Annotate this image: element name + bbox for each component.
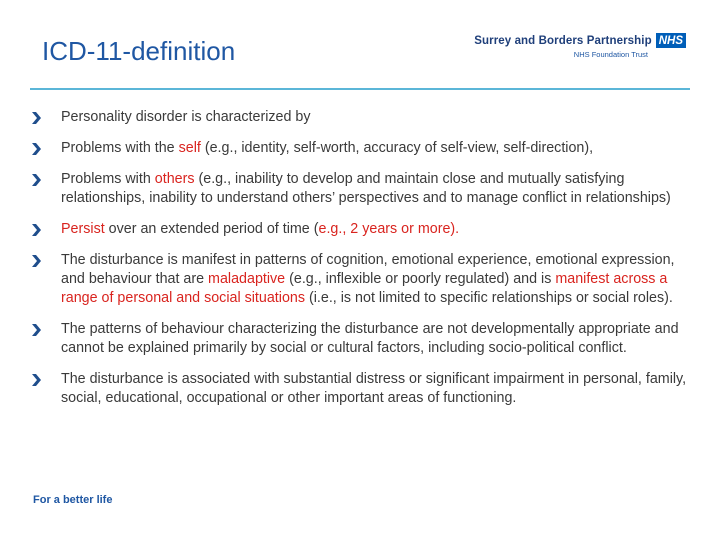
bullet-text: Problems with the	[61, 140, 179, 156]
highlighted-text: Persist	[61, 221, 105, 237]
chevron-right-icon	[32, 374, 41, 386]
chevron-right-icon	[32, 174, 41, 186]
chevron-right-icon	[32, 224, 41, 236]
nhs-trust-logo	[474, 33, 686, 59]
chevron-right-icon	[32, 143, 41, 155]
title-divider	[30, 88, 690, 90]
highlighted-text: maladaptive	[208, 271, 286, 287]
slide-title: ICD-11-definition	[42, 36, 236, 66]
bullet-text: The patterns of behaviour characterizing the disturbance are not developmentally appropriate and cannot be explained primarily by social or cultural factors, including socio-political conflict.	[61, 321, 679, 356]
bullet-list	[30, 108, 690, 420]
nhs-badge: NHS	[656, 33, 686, 48]
logo-org-name: Surrey and Borders Partnership	[474, 34, 652, 47]
bullet-item	[30, 251, 690, 308]
bullet-item	[30, 139, 690, 158]
logo-subtitle: NHS Foundation Trust	[573, 50, 648, 59]
chevron-right-icon	[32, 112, 41, 124]
chevron-right-icon	[32, 255, 41, 267]
highlighted-text: self	[178, 140, 201, 156]
bullet-text: (e.g., inability to develop and maintain close and mutually satisfying relationships, inability to understand others’ perspectives and to manage conflict in relationships)	[61, 171, 671, 206]
bullet-text: (e.g., identity, self-worth, accuracy of self-view, self-direction),	[200, 140, 594, 156]
bullet-text: Problems with	[61, 171, 155, 187]
bullet-item	[30, 220, 690, 239]
bullet-text: The disturbance is manifest in patterns of cognition, emotional experience, emotional expression, and behaviour that are	[61, 252, 675, 287]
bullet-item	[30, 320, 690, 358]
bullet-item	[30, 370, 690, 408]
bullet-text: The disturbance is associated with substantial distress or significant impairment in personal, family, social, educational, occupational or other important areas of functioning.	[61, 371, 687, 406]
chevron-right-icon	[32, 324, 41, 336]
bullet-text: (e.g., inflexible or poorly regulated) and is	[285, 271, 556, 287]
highlighted-text: others	[154, 171, 195, 187]
bullet-text: over an extended period of time (	[104, 221, 319, 237]
footer-tagline: For a better life	[33, 494, 113, 506]
bullet-text: (i.e., is not limited to specific relationships or social roles).	[305, 290, 673, 306]
bullet-text: Personality disorder is characterized by	[61, 109, 311, 125]
highlighted-text: e.g., 2 years or more).	[318, 221, 460, 237]
bullet-item	[30, 108, 690, 127]
bullet-item	[30, 170, 690, 208]
highlighted-text: manifest across a range of personal and social situations	[61, 271, 668, 306]
